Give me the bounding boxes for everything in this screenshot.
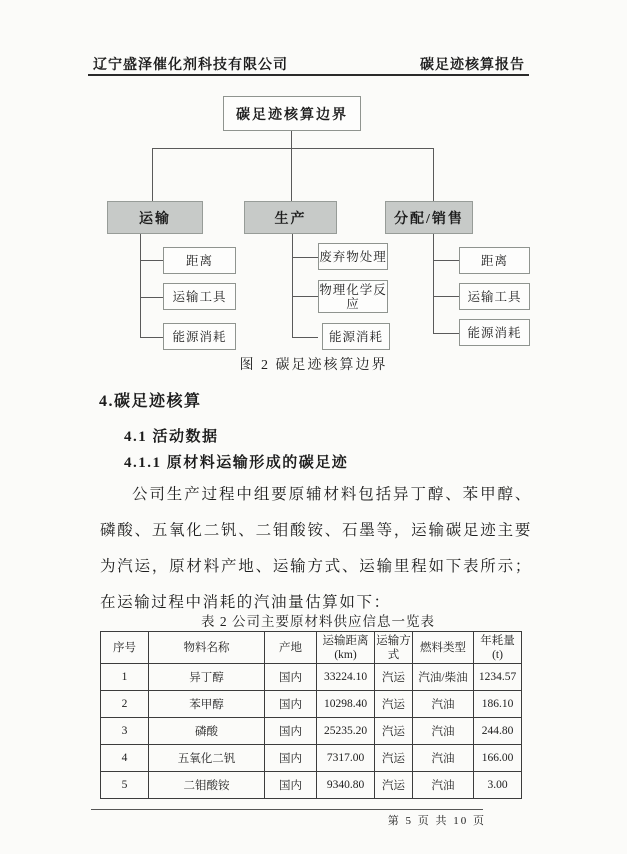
diagram-branch-transport: 运输 — [107, 201, 203, 234]
table-caption: 表 2 公司主要原材料供应信息一览表 — [201, 614, 435, 629]
header-company-name: 辽宁盛泽催化剂科技有限公司 — [93, 58, 288, 73]
table-cell: 2 — [101, 691, 149, 718]
diagram-branch-distribution: 分配/销售 — [385, 201, 473, 234]
table-cell: 9340.80 — [317, 772, 375, 799]
diagram-branch-production: 生产 — [244, 201, 337, 234]
table-cell: 国内 — [265, 772, 317, 799]
table-cell: 汽油 — [413, 718, 474, 745]
col-header-fuel: 燃料类型 — [413, 632, 474, 664]
table-cell: 4 — [101, 745, 149, 772]
table-cell: 汽运 — [375, 718, 413, 745]
connector-line — [433, 260, 459, 261]
table-row — [101, 691, 522, 718]
connector-line — [291, 131, 292, 148]
table-cell: 汽运 — [375, 772, 413, 799]
col-header-origin: 产地 — [265, 632, 317, 664]
table-cell: 汽油 — [413, 691, 474, 718]
diagram-leaf-vehicle-1: 运输工具 — [163, 283, 236, 310]
table-cell: 汽油 — [413, 745, 474, 772]
diagram-leaf-reaction: 物理化学反应 — [318, 280, 388, 313]
table-cell: 汽运 — [375, 664, 413, 691]
figure-caption: 图 2 碳足迹核算边界 — [239, 358, 388, 373]
col-header-distance: 运输距离 (km) — [317, 632, 375, 664]
table-cell: 汽运 — [375, 745, 413, 772]
section-heading-4-1: 4.1 活动数据 — [124, 429, 219, 445]
footer-page-number: 第 5 页 共 10 页 — [387, 815, 486, 827]
connector-line — [152, 148, 153, 201]
table-cell: 25235.20 — [317, 718, 375, 745]
table-cell: 五氧化二钒 — [149, 745, 265, 772]
table-cell: 苯甲醇 — [149, 691, 265, 718]
table-header-row — [101, 632, 522, 664]
header-report-title: 碳足迹核算报告 — [420, 58, 525, 73]
connector-line — [433, 333, 459, 334]
connector-line — [291, 148, 292, 201]
diagram-leaf-energy-2: 能源消耗 — [322, 323, 390, 350]
connector-line — [433, 296, 459, 297]
diagram-leaf-distance-1: 距离 — [163, 247, 236, 274]
col-header-annual: 年耗量 (t) — [474, 632, 522, 664]
table-cell: 33224.10 — [317, 664, 375, 691]
table-cell: 国内 — [265, 745, 317, 772]
connector-line — [292, 337, 318, 338]
table-cell: 汽运 — [375, 691, 413, 718]
table-cell: 3 — [101, 718, 149, 745]
diagram-leaf-energy-3: 能源消耗 — [459, 319, 530, 346]
col-header-material: 物料名称 — [149, 632, 265, 664]
diagram-leaf-energy-1: 能源消耗 — [163, 323, 236, 350]
section-heading-4-1-1: 4.1.1 原材料运输形成的碳足迹 — [124, 455, 349, 471]
connector-line — [140, 297, 163, 298]
body-paragraph: 公司生产过程中组要原辅材料包括异丁醇、苯甲醇、磷酸、五氧化二钒、二钼酸铵、石墨等，运输碳足迹主要为汽运，原材料产地、运输方式、运输里程如下表所示；在运输过程中消耗的汽油量估算如下： — [100, 486, 532, 611]
table-cell: 244.80 — [474, 718, 522, 745]
table-cell: 磷酸 — [149, 718, 265, 745]
table-cell: 10298.40 — [317, 691, 375, 718]
connector-line — [292, 296, 318, 297]
connector-line — [140, 337, 163, 338]
table-cell: 异丁醇 — [149, 664, 265, 691]
connector-line — [433, 234, 434, 333]
diagram-leaf-distance-2: 距离 — [459, 247, 530, 274]
col-header-mode: 运输方 式 — [375, 632, 413, 664]
table-cell: 汽油/柴油 — [413, 664, 474, 691]
table-cell: 汽油 — [413, 772, 474, 799]
diagram-root-node: 碳足迹核算边界 — [223, 96, 361, 131]
col-header-index: 序号 — [101, 632, 149, 664]
table-cell: 1 — [101, 664, 149, 691]
table-cell: 国内 — [265, 718, 317, 745]
table-row — [101, 745, 522, 772]
table-cell: 7317.00 — [317, 745, 375, 772]
table-cell: 166.00 — [474, 745, 522, 772]
table-cell: 1234.57 — [474, 664, 522, 691]
footer-rule — [91, 809, 483, 810]
table-row — [101, 718, 522, 745]
table-cell: 国内 — [265, 691, 317, 718]
connector-line — [433, 148, 434, 201]
connector-line — [292, 234, 293, 337]
connector-line — [140, 260, 163, 261]
table-cell: 5 — [101, 772, 149, 799]
connector-line — [292, 257, 318, 258]
table-cell: 3.00 — [474, 772, 522, 799]
materials-table — [100, 631, 522, 799]
table-row — [101, 772, 522, 799]
table-cell: 186.10 — [474, 691, 522, 718]
diagram-leaf-waste: 废弃物处理 — [318, 243, 388, 270]
connector-line — [140, 234, 141, 337]
table-row — [101, 664, 522, 691]
table-cell: 二钼酸铵 — [149, 772, 265, 799]
boundary-diagram — [100, 0, 540, 360]
connector-line — [152, 148, 434, 149]
table-cell: 国内 — [265, 664, 317, 691]
diagram-leaf-vehicle-2: 运输工具 — [459, 283, 530, 310]
section-heading-4: 4.碳足迹核算 — [99, 393, 202, 410]
